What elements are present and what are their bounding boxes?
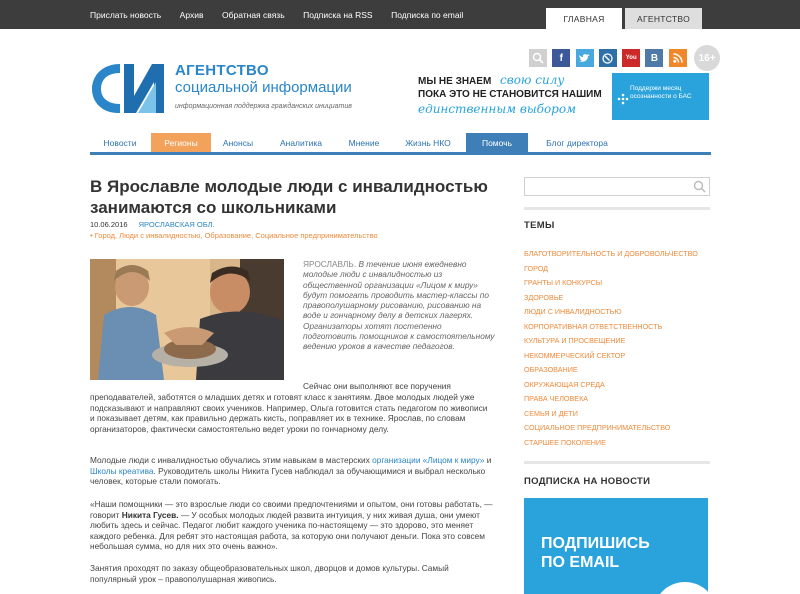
p3-text-a: «Наши помощники — это взрослые люди со своими предпочтениями и опытом, они готовы работать, — говорит [90, 499, 493, 520]
rss-icon[interactable] [669, 49, 687, 67]
link-organization[interactable]: организации «Лицом к миру» [372, 455, 485, 465]
p3-person-name: Никита Гусев. [121, 509, 179, 520]
brand-name-line2: социальной информации [175, 79, 352, 96]
subscribe-line1: ПОДПИШИСЬ [541, 535, 650, 552]
article-photo [90, 259, 284, 380]
article-meta [90, 220, 215, 229]
nav-news[interactable]: Новости [103, 137, 137, 148]
social-icons [529, 45, 720, 71]
lead-text: В течение июня ежедневно молодые люди с инвалидностью из общественной организации «Лицом к миру» будут помогать проводить мастер-классы по правополушарному рисованию, рисованию на воде и гончарному делу в детских лагерях. Организаторы хотят постепенно подготовить помощников к самостоятельному ведению уроков в качестве педагогов. [303, 259, 495, 352]
article-lead [303, 259, 497, 352]
top-bar [0, 0, 800, 29]
nav-director-blog[interactable]: Блог директора [546, 137, 608, 148]
tags-bullet: • [90, 231, 95, 240]
article-date: 10.06.2016 [90, 220, 128, 229]
als-banner[interactable] [418, 73, 709, 120]
youtube-icon[interactable]: You [622, 49, 640, 67]
nav-nko-life[interactable]: Жизнь НКО [405, 137, 451, 148]
nav-opinion[interactable]: Мнение [348, 137, 380, 148]
brand-tagline: информационная поддержка гражданских инициатив [175, 103, 352, 110]
topic-item[interactable]: СТАРШЕЕ ПОКОЛЕНИЕ [524, 437, 606, 447]
lead-city: ЯРОСЛАВЛЬ. [303, 259, 357, 269]
paragraph-3 [90, 499, 493, 552]
article-tags-text[interactable]: Город, Люди с инвалидностью, Образование, Социальное предпринимательство [94, 231, 378, 240]
nav-help[interactable]: Помочь [466, 133, 528, 152]
top-link-rss[interactable]: Подписка на RSS [303, 9, 373, 20]
topics-list [524, 247, 710, 450]
livejournal-icon[interactable] [599, 49, 617, 67]
topic-item[interactable]: СОЦИАЛЬНОЕ ПРЕДПРИНИМАТЕЛЬСТВО [524, 423, 671, 432]
topic-item[interactable]: СЕМЬЯ И ДЕТИ [524, 408, 578, 418]
brand-name-line1: АГЕНТСТВО [175, 62, 269, 79]
banner-text-line2: ПОКА ЭТО НЕ СТАНОВИТСЯ НАШИМ [418, 89, 602, 100]
top-link-submit-news[interactable]: Прислать новость [90, 9, 162, 20]
topic-item[interactable]: БЛАГОТВОРИТЕЛЬНОСТЬ И ДОБРОВОЛЬЧЕСТВО [524, 249, 698, 258]
subscribe-line2: ПО EMAIL [541, 554, 620, 571]
page [0, 29, 800, 594]
search-icon[interactable] [693, 180, 706, 193]
article-tags[interactable] [90, 231, 378, 240]
subscribe-email-banner[interactable] [524, 498, 708, 594]
banner-box-text: Поддержи месяц осознанности о БАС [630, 85, 692, 100]
sidebar-divider [524, 207, 710, 210]
topic-item[interactable]: ПРАВА ЧЕЛОВЕКА [524, 394, 589, 403]
envelope-icon [653, 582, 708, 594]
search-icon[interactable] [529, 49, 547, 67]
paragraph-2 [90, 455, 493, 487]
banner-text-line1: МЫ НЕ ЗНАЕМ [418, 76, 492, 87]
p3-text-b: — У особых молодых людей развита интуиция, у них живая душа, они умеют любить здесь и сейчас. Педагог любит каждого ученика по-настоящему — это здорово, это меняет каждого ребенка. Для ребят это настоящая работа, за которую они получают деньги. Пока это совсем небольшая сумма, но для них это очень важно». [90, 509, 485, 551]
nav-regions[interactable]: Регионы [151, 133, 211, 152]
subscribe-heading: ПОДПИСКА НА НОВОСТИ [524, 476, 651, 487]
main-nav [90, 133, 711, 155]
search-input[interactable] [524, 177, 710, 196]
topic-item[interactable]: КУЛЬТУРА И ПРОСВЕЩЕНИЕ [524, 336, 626, 345]
vkontakte-icon[interactable]: B [645, 49, 663, 67]
dots-icon [617, 93, 629, 105]
banner-box [612, 73, 709, 120]
banner-handwritten-1: свою силу [500, 73, 565, 87]
topic-item[interactable]: ОБРАЗОВАНИЕ [524, 365, 578, 374]
age-rating-badge: 16+ [694, 45, 720, 71]
topic-item[interactable]: НЕКОММЕРЧЕСКИЙ СЕКТОР [524, 350, 626, 360]
nav-analytics[interactable]: Аналитика [279, 137, 323, 148]
topics-heading: ТЕМЫ [524, 220, 555, 231]
top-links [90, 0, 482, 29]
topic-item[interactable]: КОРПОРАТИВНАЯ ОТВЕТСТВЕННОСТЬ [524, 321, 663, 331]
twitter-icon[interactable] [576, 49, 594, 67]
link-creative-school[interactable]: Школы креатива [90, 465, 154, 476]
topic-item[interactable]: ГОРОД [524, 263, 549, 273]
sidebar-divider [524, 461, 710, 464]
tab-main[interactable]: ГЛАВНАЯ [546, 8, 622, 29]
topic-item[interactable]: ГРАНТЫ И КОНКУРСЫ [524, 278, 603, 287]
nav-announcements[interactable]: Анонсы [222, 137, 254, 148]
paragraph-1-start: Сейчас они выполняют все поручения [303, 381, 451, 391]
top-link-archive[interactable]: Архив [179, 9, 204, 20]
tab-agency[interactable]: АГЕНТСТВО [625, 8, 702, 29]
p2-text-c: . Руководитель школы Никита Гусев наблюдал за обучающимися и выбрал несколько человек, которые стали помогать. [90, 465, 486, 486]
p2-text-a: Молодые люди с инвалидностью обучались этим навыкам в мастерских [90, 455, 373, 465]
top-link-email[interactable]: Подписка по email [391, 9, 464, 20]
banner-handwritten-2: единственным выбором [418, 102, 577, 116]
topic-item[interactable]: ОКРУЖАЮЩАЯ СРЕДА [524, 379, 605, 389]
top-link-feedback[interactable]: Обратная связь [222, 9, 285, 20]
paragraph-1-rest: преподавателей, заботятся о младших детях и готовят класс к занятиям. Двое молодых людей уже подсказывают и направляют своих учеников. Например, Ольга готовится стать педагогом по живописи и показывает детям, как правильно держать кисть, поправляет их в технике. Ярослав, по словам организаторов, фактически самостоятельно ведет уроки по гончарному делу. [90, 392, 488, 434]
topic-item[interactable]: ЛЮДИ С ИНВАЛИДНОСТЬЮ [524, 307, 622, 316]
p2-text-b: и [484, 455, 492, 465]
article-region[interactable]: ЯРОСЛАВСКАЯ ОБЛ. [138, 220, 215, 229]
topic-item[interactable]: ЗДОРОВЬЕ [524, 292, 564, 302]
article-title: В Ярославле молодые люди с инвалидностью занимаются со школьниками [90, 177, 488, 217]
facebook-icon[interactable]: f [552, 49, 570, 67]
paragraph-4: Занятия проходят по заказу общеобразовательных школ, дворцов и домов культуры. Самый популярный урок – правополушарная живопись. [90, 563, 449, 584]
agency-logo[interactable] [90, 60, 166, 116]
